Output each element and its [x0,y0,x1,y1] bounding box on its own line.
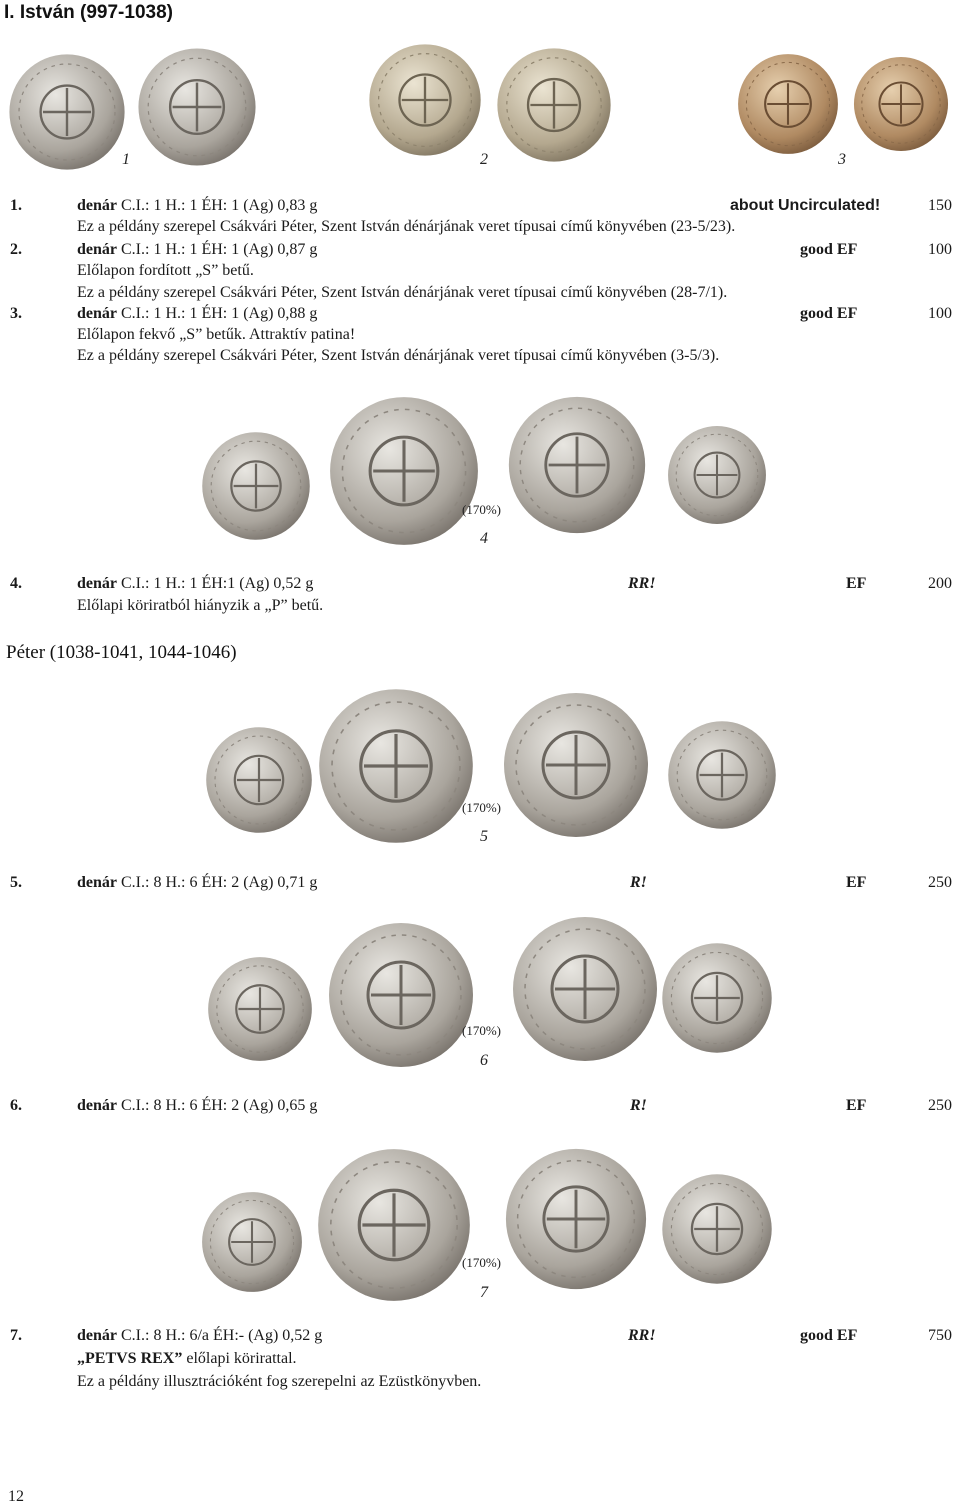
coin-image [136,46,258,168]
section-title-istvan: I. István (997-1038) [4,2,173,23]
lot-number: 6. [10,1097,22,1114]
lot-number: 5. [10,874,22,891]
catalog-reference: C.I.: 1 H.: 1 ÉH: 1 (Ag) 0,83 g [121,197,318,214]
rarity-mark: R! [630,874,647,891]
coin-type: denár [77,874,117,891]
coin-image [666,424,768,526]
coin-image [500,394,654,536]
rarity-mark: RR! [628,1327,656,1344]
coin-image [500,690,652,840]
catalog-reference: C.I.: 8 H.: 6 ÉH: 2 (Ag) 0,65 g [121,1097,318,1114]
coin-type: denár [77,575,117,592]
rarity-mark: RR! [628,575,656,592]
image-caption: 3 [838,151,846,168]
lot-note: Előlapi köriratból hiányzik a „P” betű. [77,597,324,614]
scale-label: (170%) [462,502,501,517]
coin-type: denár [77,305,117,322]
lot-grade: good EF [800,241,858,258]
lot-grade: good EF [800,1327,858,1344]
lot-price: 750 [928,1327,952,1344]
rarity-mark: R! [630,1097,647,1114]
coin-image [6,52,128,172]
lot-number: 7. [10,1327,22,1344]
coin-image [196,1190,308,1294]
lot-price: 250 [928,1097,952,1114]
catalog-reference: C.I.: 1 H.: 1 ÉH:1 (Ag) 0,52 g [121,575,314,592]
image-caption: 2 [480,151,488,168]
lot-price: 100 [928,305,952,322]
lot-description [77,1327,322,1345]
coin-image [502,1146,650,1292]
lot-grade: good EF [800,305,858,322]
lot-number: 3. [10,305,22,322]
lot-number: 1. [10,197,22,214]
coin-image [316,686,476,846]
coin-image [200,430,312,542]
coin-type: denár [77,1327,117,1344]
lot-number: 2. [10,241,22,258]
lot-note: Előlapon fekvő „S” betűk. Attraktív patina! [77,326,356,343]
coin-image [660,1172,774,1286]
image-caption: 7 [480,1284,488,1301]
lot-grade: EF [846,874,867,891]
lot-grade: EF [846,575,867,592]
catalog-reference: C.I.: 8 H.: 6/a ÉH:- (Ag) 0,52 g [121,1327,323,1344]
coin-image [366,42,484,158]
section-title-peter: Péter (1038-1041, 1044-1046) [6,642,237,663]
catalog-reference: C.I.: 8 H.: 6 ÉH: 2 (Ag) 0,71 g [121,874,318,891]
scale-label: (170%) [462,1255,501,1270]
coin-image [326,920,476,1070]
coin-image [206,954,314,1064]
page-number: 12 [8,1488,24,1505]
catalog-reference: C.I.: 1 H.: 1 ÉH: 1 (Ag) 0,87 g [121,241,318,258]
coin-image [852,54,950,154]
scale-label: (170%) [462,1023,501,1038]
lot-note: Ez a példány szerepel Csákvári Péter, Szent István dénárjának veret típusai című könyvében (28-7/1). [77,284,728,301]
legend-note: előlapi körirattal. [182,1350,297,1367]
lot-number: 4. [10,575,22,592]
coin-image [312,1146,476,1304]
lot-note [77,1350,297,1368]
coin-type: denár [77,241,117,258]
legend-text: „PETVS REX” [77,1350,183,1367]
coin-image [494,46,614,164]
image-caption: 4 [480,530,488,547]
lot-description [77,575,313,593]
lot-note: Ez a példány illusztrációként fog szerepelni az Ezüstkönyvben. [77,1373,482,1390]
coin-image [510,914,660,1064]
lot-description [77,305,317,323]
lot-note: Ez a példány szerepel Csákvári Péter, Szent István dénárjának veret típusai című könyvében (23-5/23). [77,218,736,235]
lot-price: 250 [928,874,952,891]
coin-image [660,940,774,1056]
image-caption: 6 [480,1052,488,1069]
coin-type: denár [77,197,117,214]
lot-grade: about Uncirculated! [730,197,881,214]
coin-image [326,394,482,548]
lot-note: Ez a példány szerepel Csákvári Péter, Szent István dénárjának veret típusai című könyvében (3-5/3). [77,347,720,364]
coin-image [204,724,314,836]
lot-grade: EF [846,1097,867,1114]
image-caption: 1 [122,151,130,168]
coin-image [666,718,778,832]
coin-type: denár [77,1097,117,1114]
lot-note: Előlapon fordított „S” betű. [77,262,254,279]
lot-description [77,1097,317,1115]
catalog-reference: C.I.: 1 H.: 1 ÉH: 1 (Ag) 0,88 g [121,305,318,322]
lot-description [77,241,317,259]
lot-price: 150 [928,197,952,214]
lot-price: 100 [928,241,952,258]
lot-price: 200 [928,575,952,592]
scale-label: (170%) [462,800,501,815]
image-caption: 5 [480,828,488,845]
coin-image [736,52,840,156]
lot-description [77,874,317,892]
lot-description [77,197,317,215]
